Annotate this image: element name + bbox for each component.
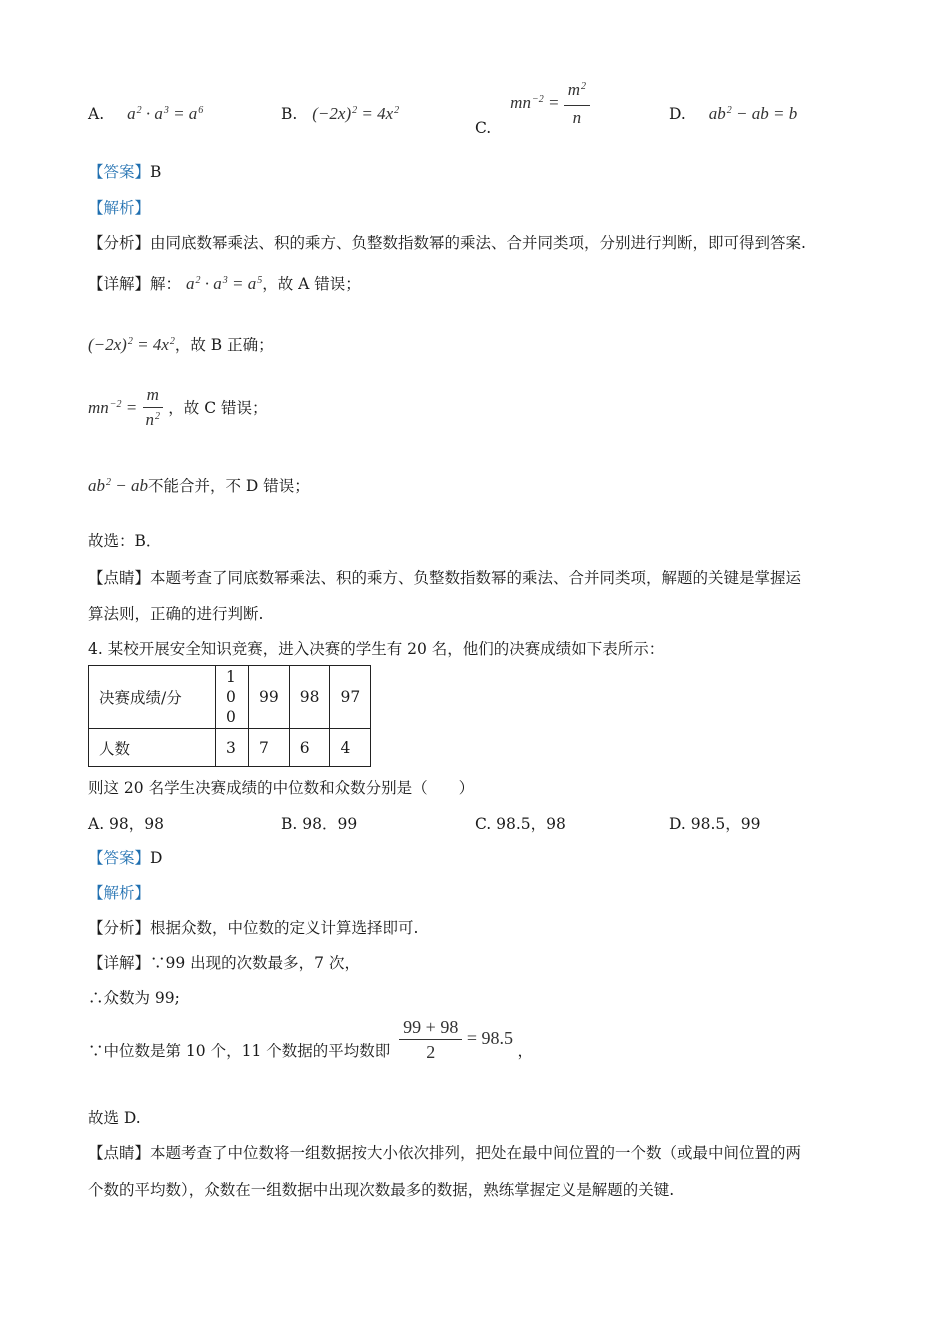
option-c-label: C. — [475, 118, 492, 137]
q3-answer — [88, 160, 161, 182]
answer-tag: 【答案】 — [88, 849, 151, 867]
option-a-formula: $a^2 \cdot a^3 = a^6$ — [127, 104, 204, 123]
detail-tag: 【详解】 — [88, 954, 151, 972]
q3-conclusion: 故选：B． — [88, 532, 162, 550]
answer-value: D — [150, 849, 163, 867]
option-d-formula: $ab^2$ − ab = b — [708, 104, 798, 123]
table-row — [89, 666, 371, 729]
option-b-label: B. — [281, 105, 298, 123]
q4-conclusion: 故选 D. — [88, 1109, 141, 1127]
score-table — [88, 665, 371, 767]
q3-detail-line3: $mn^{-2}$ = $\frac{m}{n^2}$ ，故 C 错误； — [88, 385, 268, 429]
analysis-text: 由同底数幂乘法、积的乘方、负整数指数幂的乘法、合并同类项，分别进行判断，即可得到答案. — [150, 234, 806, 252]
detail-formula-3: $mn^{-2}$ = $\frac{m}{n^2}$ — [88, 398, 168, 417]
table-header-cell: 决赛成绩/分 — [89, 666, 216, 729]
answer-tag: 【答案】 — [88, 163, 151, 181]
q4-detail-line3: ∵中位数是第 10 个，11 个数据的平均数即 $\frac{99 + 98}{2}$ = 98.5 ， — [88, 1017, 533, 1062]
table-cell: 99 — [249, 666, 290, 729]
analysis-text: 根据众数，中位数的定义计算选择即可. — [150, 919, 419, 937]
detail-tag: 【详解】 — [88, 275, 151, 293]
q4-comment-line2: 个数的平均数），众数在一组数据中出现次数最多的数据，熟练掌握定义是解题的关键. — [88, 1181, 675, 1199]
q4-detail-line1: 【详解】∵99 出现的次数最多，7 次， — [88, 954, 360, 972]
table-row — [89, 729, 371, 767]
table-cell: 6 — [289, 729, 330, 767]
q4-option-a: A. 98，98 — [88, 815, 164, 833]
q4-jiexi-tag: 【解析】 — [88, 884, 151, 902]
q4-answer — [88, 846, 162, 868]
q3-comment-line2: 算法则，正确的进行判断. — [88, 605, 264, 623]
detail-formula-2: $(-2x)^2 = 4x^2$ — [88, 335, 175, 354]
option-b-formula: $(-2x)^2 = 4x^2$ — [312, 104, 400, 123]
option-d — [669, 104, 797, 124]
average-formula: $\frac{99 + 98}{2}$ = 98.5 — [399, 1028, 517, 1048]
q4-option-d: D. 98.5，99 — [669, 815, 761, 833]
q4-option-b: B. 98．99 — [281, 815, 358, 833]
table-cell: 7 — [249, 729, 290, 767]
q4-stem: 4. 某校开展安全知识竞赛，进入决赛的学生有 20 名，他们的决赛成绩如下表所示： — [88, 640, 665, 658]
q4-detail-line2: ∴众数为 99; — [88, 989, 180, 1007]
table-cell: 3 — [216, 729, 249, 767]
option-b — [281, 104, 399, 124]
q3-analysis — [88, 231, 806, 253]
comment-tag: 【点睛】 — [88, 1144, 151, 1162]
option-a — [88, 104, 203, 124]
q4-analysis — [88, 916, 418, 938]
q4-comment-line1: 【点睛】本题考查了中位数将一组数据按大小依次排列，把处在最中间位置的一个数（或最中间位置的两 — [88, 1144, 802, 1162]
option-a-label: A. — [88, 105, 105, 123]
q4-option-c: C. 98.5，98 — [475, 815, 566, 833]
q3-comment-line1: 【点睛】本题考查了同底数幂乘法、积的乘方、负整数指数幂的乘法、合并同类项，解题的关键是掌握运 — [88, 569, 802, 587]
detail-formula-1: $a^2 \cdot a^3 = a^5$ — [185, 274, 263, 293]
q3-detail-line1: 【详解】解： $a^2 \cdot a^3 = a^5$，故 A 错误； — [88, 274, 361, 293]
analysis-tag: 【分析】 — [88, 919, 151, 937]
table-cell: 100 — [216, 666, 249, 729]
table-cell: 97 — [330, 666, 371, 729]
detail-formula-4: $ab^2$ − ab — [88, 476, 148, 495]
q3-detail-line4: $ab^2$ − ab不能合并，不 D 错误； — [88, 476, 310, 495]
q3-detail-line2: $(-2x)^2 = 4x^2$，故 B 正确； — [88, 335, 274, 354]
answer-value: B — [150, 163, 162, 181]
q3-jiexi-tag: 【解析】 — [88, 199, 151, 217]
comment-tag: 【点睛】 — [88, 569, 151, 587]
q4-question: 则这 20 名学生决赛成绩的中位数和众数分别是（ ） — [88, 779, 475, 797]
table-header-cell: 人数 — [89, 729, 216, 767]
analysis-tag: 【分析】 — [88, 234, 151, 252]
option-d-label: D. — [669, 105, 686, 123]
option-c — [475, 80, 590, 137]
table-cell: 98 — [289, 666, 330, 729]
table-cell: 4 — [330, 729, 371, 767]
option-c-formula: $mn^{-2}$ = $\frac{m^2}{n}$ — [510, 93, 590, 112]
